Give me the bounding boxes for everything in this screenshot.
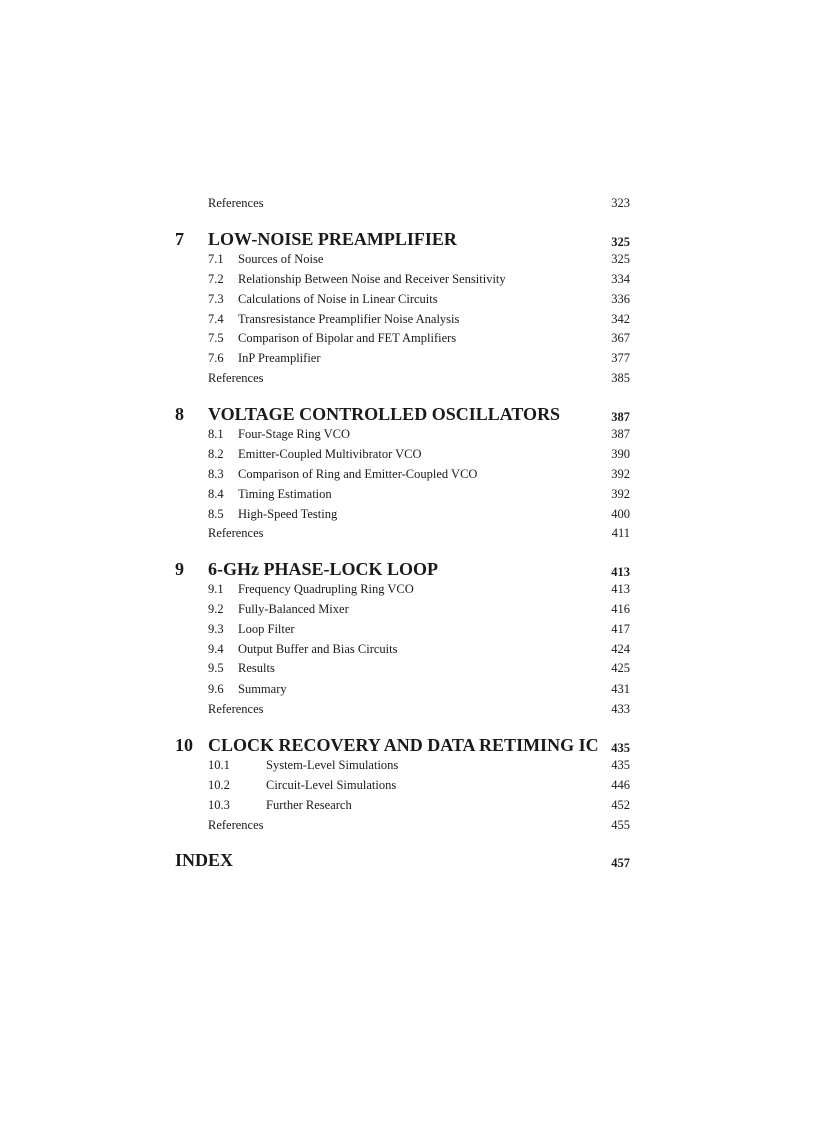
references-label: References <box>208 196 264 210</box>
references-label: References <box>208 526 264 540</box>
section-number: 8.5 <box>208 507 224 521</box>
page-number: 336 <box>611 292 630 306</box>
section-number: 7.2 <box>208 272 224 286</box>
section-title: Circuit-Level Simulations <box>266 778 397 792</box>
page-number: 387 <box>611 427 630 441</box>
page-number: 323 <box>611 196 630 210</box>
section-number: 9.5 <box>208 661 224 675</box>
section-number: 9.6 <box>208 682 224 696</box>
page-number: 392 <box>611 487 630 501</box>
page-number: 342 <box>611 312 630 326</box>
section-number: 8.3 <box>208 467 224 481</box>
section-title: Comparison of Bipolar and FET Amplifiers <box>238 331 457 345</box>
chapter-title: VOLTAGE CONTROLLED OSCILLATORS <box>208 404 561 424</box>
section-number: 9.1 <box>208 582 224 596</box>
page-number: 431 <box>611 682 630 696</box>
section-title: Sources of Noise <box>238 252 324 266</box>
section-number: 10.2 <box>208 778 230 792</box>
page-number: 325 <box>611 235 630 249</box>
section-number: 10.3 <box>208 798 230 812</box>
section-title: Loop Filter <box>238 622 295 636</box>
section-number: 8.4 <box>208 487 224 501</box>
page-number: 392 <box>611 467 630 481</box>
section-number: 9.3 <box>208 622 224 636</box>
index-title: INDEX <box>175 850 234 870</box>
section-title: Emitter-Coupled Multivibrator VCO <box>238 447 422 461</box>
page-number: 413 <box>611 565 630 579</box>
section-number: 9.2 <box>208 602 224 616</box>
page-number: 433 <box>611 702 630 716</box>
chapter-number: 8 <box>175 404 184 424</box>
section-title: Summary <box>238 682 287 696</box>
page-number: 417 <box>611 622 630 636</box>
chapter-title: 6-GHz PHASE-LOCK LOOP <box>208 559 439 579</box>
section-number: 7.5 <box>208 331 224 345</box>
page-number: 457 <box>611 856 630 870</box>
section-title: Transresistance Preamplifier Noise Analysis <box>238 312 460 326</box>
section-number: 10.1 <box>208 758 230 772</box>
page-number: 452 <box>611 798 630 812</box>
chapter-number: 9 <box>175 559 184 579</box>
section-title: Fully-Balanced Mixer <box>238 602 349 616</box>
section-number: 7.4 <box>208 312 224 326</box>
section-number: 7.6 <box>208 351 224 365</box>
page-number: 413 <box>611 582 630 596</box>
section-number: 8.1 <box>208 427 224 441</box>
chapter-number: 7 <box>175 229 184 249</box>
section-title: Calculations of Noise in Linear Circuits <box>238 292 438 306</box>
page-number: 334 <box>611 272 630 286</box>
section-title: Further Research <box>266 798 352 812</box>
section-number: 9.4 <box>208 642 224 656</box>
section-number: 8.2 <box>208 447 224 461</box>
page-number: 446 <box>611 778 630 792</box>
page-number: 424 <box>611 642 630 656</box>
section-title: Results <box>238 661 275 675</box>
page-number: 435 <box>611 758 630 772</box>
page-number: 425 <box>611 661 630 675</box>
section-title: High-Speed Testing <box>238 507 338 521</box>
page-number: 390 <box>611 447 630 461</box>
page-number: 435 <box>611 741 630 755</box>
references-label: References <box>208 371 264 385</box>
section-title: Relationship Between Noise and Receiver Sensitivity <box>238 272 506 286</box>
page-number: 385 <box>611 371 630 385</box>
page-number: 387 <box>611 410 630 424</box>
section-title: Four-Stage Ring VCO <box>238 427 351 441</box>
section-title: Timing Estimation <box>238 487 332 501</box>
page-number: 377 <box>611 351 630 365</box>
references-label: References <box>208 818 264 832</box>
page-number: 400 <box>611 507 630 521</box>
section-number: 7.1 <box>208 252 224 266</box>
page-number: 411 <box>611 526 630 540</box>
references-label: References <box>208 702 264 716</box>
section-title: Comparison of Ring and Emitter-Coupled VCO <box>238 467 478 481</box>
chapter-number: 10 <box>175 735 193 755</box>
page-number: 455 <box>611 818 630 832</box>
page-number: 367 <box>611 331 630 345</box>
page-number: 416 <box>611 602 630 616</box>
section-title: Output Buffer and Bias Circuits <box>238 642 398 656</box>
section-title: Frequency Quadrupling Ring VCO <box>238 582 414 596</box>
section-title: InP Preamplifier <box>238 351 321 365</box>
page-number: 325 <box>611 252 630 266</box>
section-title: System-Level Simulations <box>266 758 399 772</box>
section-number: 7.3 <box>208 292 224 306</box>
chapter-title: CLOCK RECOVERY AND DATA RETIMING IC <box>208 735 599 755</box>
chapter-title: LOW-NOISE PREAMPLIFIER <box>208 229 457 249</box>
